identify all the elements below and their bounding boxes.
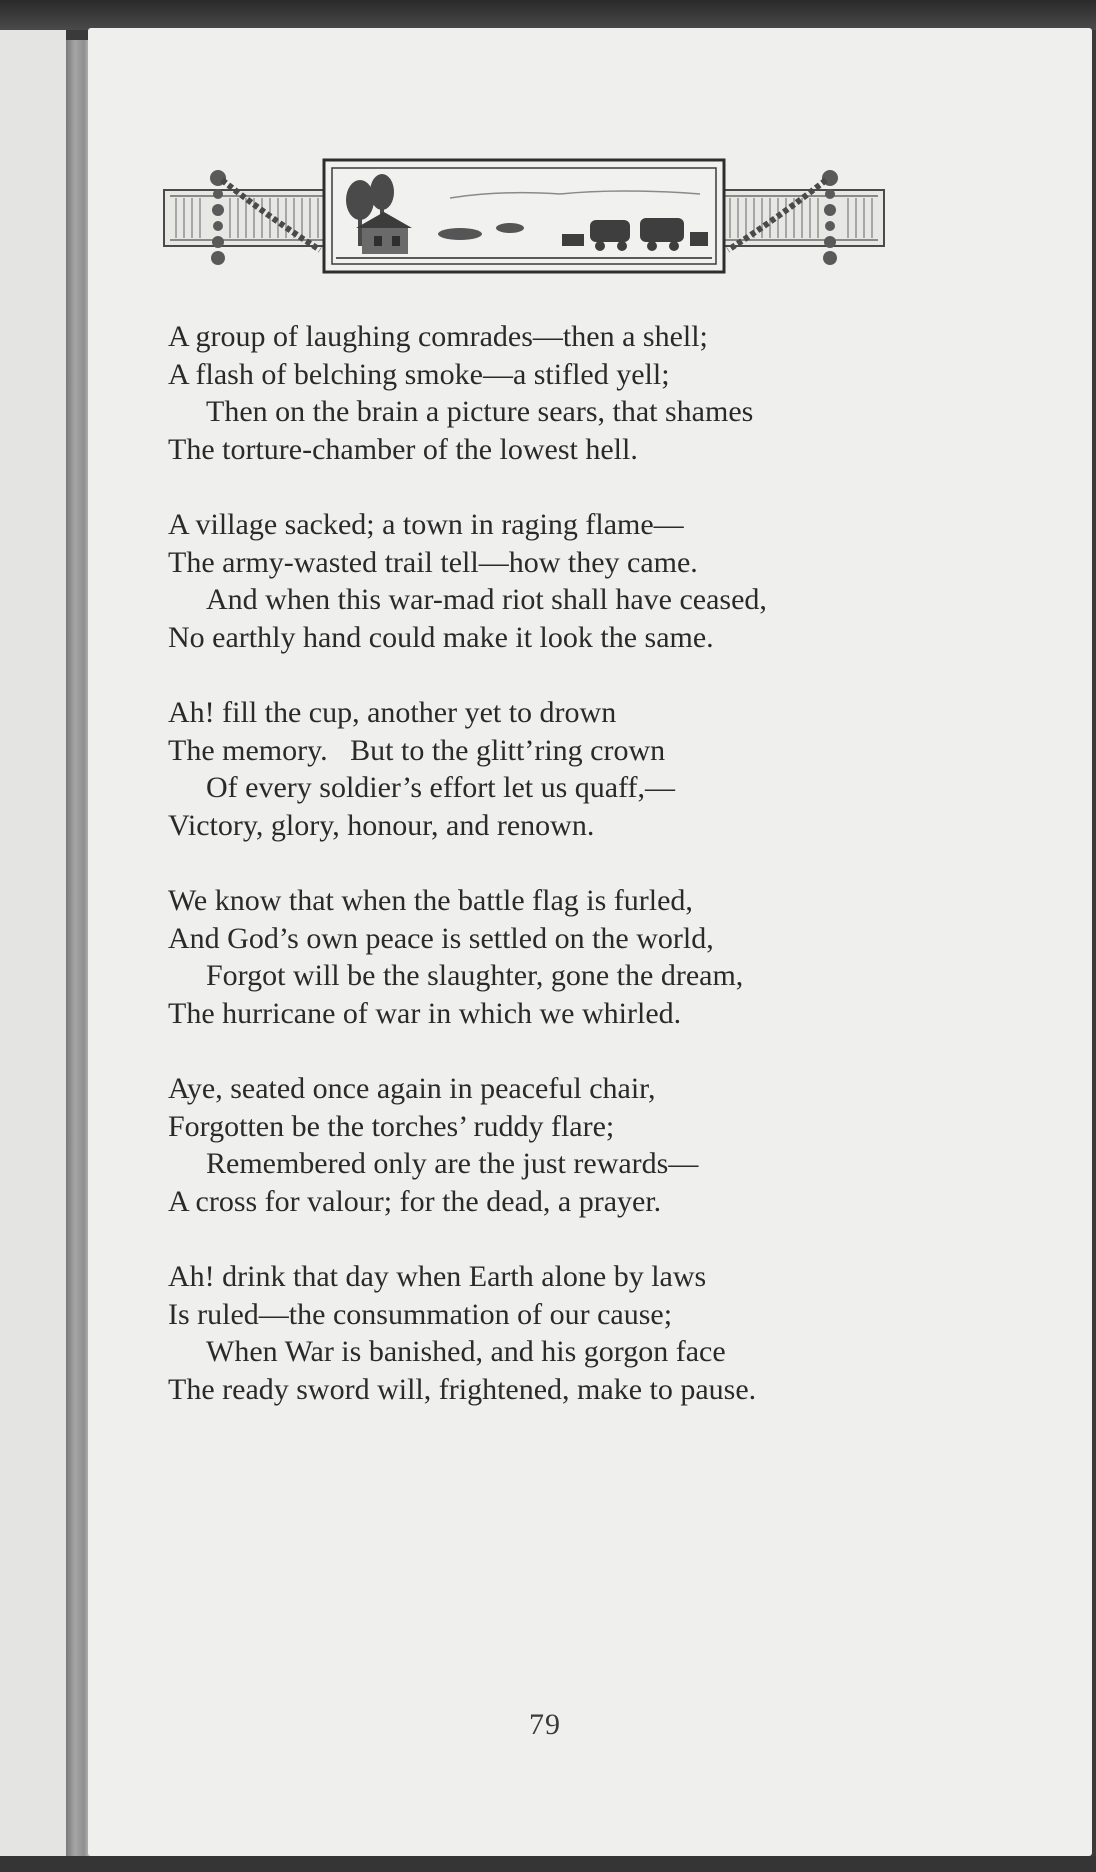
header-ornament-icon <box>160 158 888 278</box>
stanza-6 <box>168 1258 908 1408</box>
poem-line: And God’s own peace is settled on the world, <box>168 921 714 955</box>
poem-line: We know that when the battle flag is furled, <box>168 884 693 917</box>
poem-line: The torture-chamber of the lowest hell. <box>168 432 638 466</box>
poem-line: The memory. But to the glitt’ring crown <box>168 733 666 767</box>
poem-line: A village sacked; a town in raging flame— <box>168 508 684 541</box>
stanza-1 <box>168 318 908 468</box>
poem-line: No earthly hand could make it look the same. <box>168 620 714 654</box>
poem-line: And when this war-mad riot shall have ceased, <box>206 583 767 616</box>
poem-line: Ah! drink that day when Earth alone by laws <box>168 1260 707 1293</box>
scan-bottom-edge <box>0 1856 1096 1872</box>
poem-line: The ready sword will, frightened, make to pause. <box>168 1372 757 1406</box>
stanza-4 <box>168 882 908 1032</box>
poem-line: Victory, glory, honour, and renown. <box>168 808 595 842</box>
stanza-2 <box>168 506 908 656</box>
poem-line: Is ruled—the consummation of our cause; <box>168 1297 673 1331</box>
poem-line: Of every soldier’s effort let us quaff,— <box>206 771 676 804</box>
stanza-3 <box>168 694 908 844</box>
poem-line: Aye, seated once again in peaceful chair, <box>168 1072 656 1105</box>
page-number: 79 <box>529 1708 561 1741</box>
poem-line: A group of laughing comrades—then a shell; <box>168 320 708 353</box>
scan-top-edge <box>0 0 1096 30</box>
poem-line: The hurricane of war in which we whirled. <box>168 996 682 1030</box>
poem-line: Forgotten be the torches’ ruddy flare; <box>168 1109 615 1143</box>
facing-page-edge <box>0 30 66 1856</box>
poem-line: Forgot will be the slaughter, gone the dream, <box>206 959 744 992</box>
poem-line: The army-wasted trail tell—how they came. <box>168 545 698 579</box>
poem-body <box>168 318 908 1446</box>
poem-line: Ah! fill the cup, another yet to drown <box>168 696 617 729</box>
poem-line: A flash of belching smoke—a stifled yell; <box>168 357 670 391</box>
poem-line: Then on the brain a picture sears, that shames <box>206 395 754 428</box>
poem-line: A cross for valour; for the dead, a prayer. <box>168 1184 662 1218</box>
poem-line: Remembered only are the just rewards— <box>206 1147 699 1180</box>
stanza-5 <box>168 1070 908 1220</box>
poem-line: When War is banished, and his gorgon face <box>206 1335 726 1368</box>
